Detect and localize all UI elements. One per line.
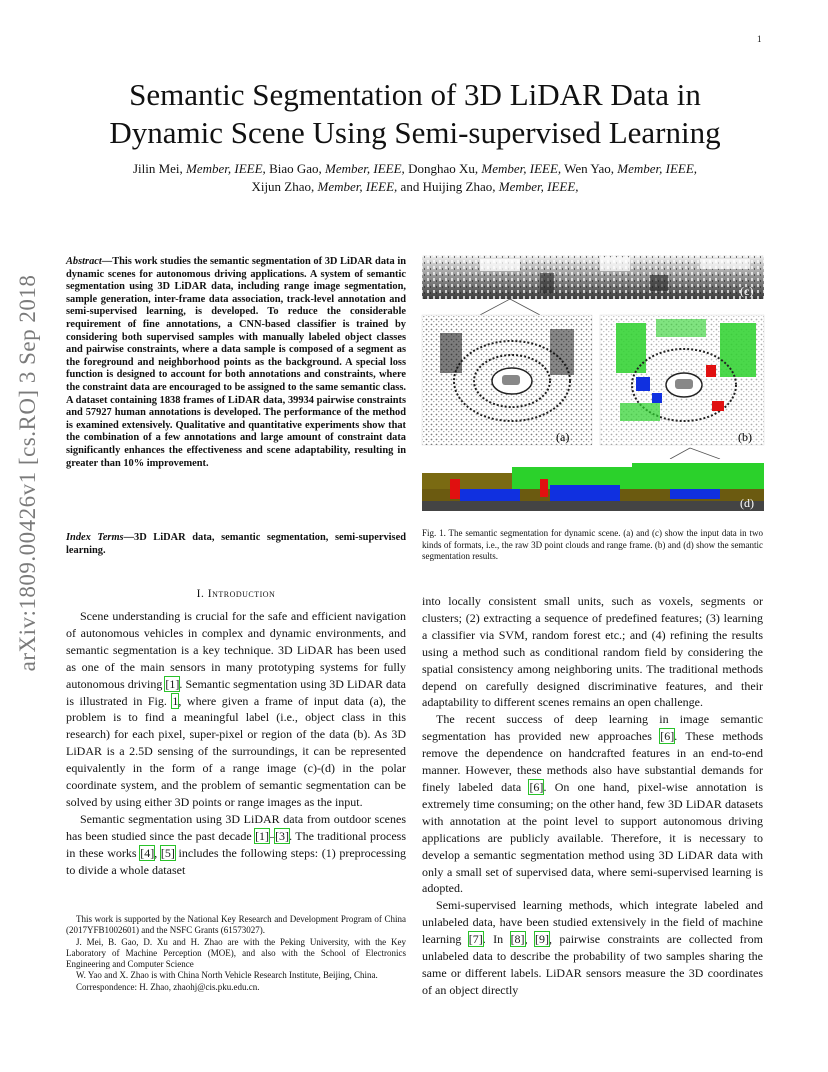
author-name: Donghao Xu, <box>404 161 482 176</box>
panel-label-b: (b) <box>738 430 752 444</box>
figure-link[interactable]: 1 <box>172 693 179 708</box>
author-name: Jilin Mei, <box>132 161 187 176</box>
text-run: , <box>524 932 535 947</box>
author-name: Xijun Zhao, <box>251 179 318 194</box>
author-line-2 <box>60 178 770 196</box>
paragraph <box>66 811 406 879</box>
paragraph <box>66 608 406 811</box>
figure-1 <box>420 253 766 513</box>
segmented-range-d <box>422 459 764 511</box>
citation-link[interactable]: [4] <box>140 845 155 860</box>
title-line-2: Dynamic Scene Using Semi-supervised Learning <box>109 115 721 150</box>
index-terms <box>66 532 406 557</box>
abstract-text: —This work studies the semantic segmentation of 3D LiDAR data in dynamic scenes for autonomous driving applications. A system of semantic segmentation using 3D LiDAR data, including range image segmentation, sample generation, inter-frame data association, track-level annotation and semi-supervised learning, is developed. To reduce the considerable requirement of fine annotations, a CNN-based classifier is trained by considering both supervised samples with manually labeled object classes and pairwise constraints, where a data sample is composed of a segment as the foreground and neighborhood points as the background. A special loss function is designed to account for both annotations and constraints, where the constraint data are encouraged to be assigned to the same semantic class. A dataset containing 1838 frames of LiDAR data, 39934 pairwise constraints and 57927 human annotations is developed. The performance of the method is examined extensively. Qualitative and quantitative experiments show that the combination of a few annotations and large amount of constraint data significantly enhances the effectiveness and scene adaptability, resulting in greater than 10% improvement. <box>66 256 406 469</box>
text-run: Semi-supervised learning methods, which integrate labeled and unlabeled data, have been studied extensively in the field of machine learning <box>422 898 763 947</box>
author-membership: Member, IEEE, <box>481 161 562 176</box>
panel-label-c: (c) <box>740 284 754 298</box>
index-terms-label: Index Terms <box>66 532 124 543</box>
footnote-correspondence: Correspondence: H. Zhao, zhaohj@cis.pku.edu.cn. <box>76 981 260 992</box>
text-run: . On one hand, pixel-wise annotation is extremely time consuming; on the other hand, few 3D LiDAR datasets with annotation at the point level to support autonomous driving applications are publicly available. Therefore, it is necessary to develop a semantic segmentation method using 3D LiDAR data with only a small set of supervised data, where semi-supervised learning is adopted. <box>422 779 764 896</box>
paragraph <box>422 711 763 897</box>
paragraph <box>422 897 763 998</box>
text-run: The recent success of deep learning in image semantic segmentation has provided new approaches <box>422 712 763 744</box>
text-run: – <box>269 828 276 843</box>
paragraph: into locally consistent small units, such as voxels, segments or clusters; (2) extracting a sequence of predefined features; (3) learning a classifier via SVM, random forest etc.; and (4) refining the results using a method such as conditional random field by considering the spatial consistency among neighboring units. The traditional methods depend on carefully designed discriminative features, and their adaptability to different scenes remains an open challenge. <box>422 594 763 710</box>
author-membership: Member, IEEE, <box>498 179 579 194</box>
footnote-affiliation-2: W. Yao and X. Zhao is with China North Vehicle Research Institute, Beijing, China. <box>76 970 378 981</box>
citation-link[interactable]: [5] <box>160 845 175 860</box>
citation-link[interactable]: [3] <box>275 828 290 843</box>
title-line-1: Semantic Segmentation of 3D LiDAR Data in <box>129 77 701 112</box>
text-run: . In <box>482 932 511 947</box>
text-run: Semantic segmentation using 3D LiDAR data from outdoor scenes has been studied since the past decade <box>66 811 406 843</box>
text-run: , pairwise constraints are collected from unlabeled data to describe the probability of two samples sharing the same or different labels. LiDAR sensors measure the 3D coordinates of an object directly <box>422 932 763 997</box>
panel-label-a: (a) <box>556 430 570 444</box>
arxiv-stamp[interactable]: arXiv:1809.00426v1 [cs.RO] 3 Sep 2018 <box>15 274 40 672</box>
author-membership: Member, IEEE, <box>617 161 698 176</box>
segmented-cloud-b <box>600 315 764 445</box>
citation-link[interactable]: [8] <box>510 932 525 947</box>
text-run: , <box>154 845 161 860</box>
author-name: and Huijing Zhao, <box>397 179 499 194</box>
point-cloud-a <box>422 315 592 445</box>
footnote-funding: This work is supported by the National Key Research and Development Program of China (2017YFB1002601) and the NSFC Grants (61573027). <box>66 914 406 936</box>
section-heading: I. Introduction <box>196 588 276 600</box>
citation-link[interactable]: [9] <box>534 932 549 947</box>
right-column-body <box>422 593 763 999</box>
figure-caption: Fig. 1. The semantic segmentation for dynamic scene. (a) and (c) show the input data in two kinds of formats, i.e., the raw 3D point clouds and range frame. (b) and (d) show the semantic segmentation results. <box>422 528 763 561</box>
paper-title <box>60 76 770 152</box>
text-run: . Semantic segmentation using 3D LiDAR data is illustrated in Fig. <box>66 676 406 708</box>
citation-link[interactable]: [6] <box>660 729 675 744</box>
footnotes <box>66 914 406 993</box>
text-run: , where given a frame of input data (a), the problem is to find a meaningful label (i.e., object class in this research) for each pixel, super-pixel or region of the data (b). As 3D LiDAR is a 2.5D sensing of the surroundings, it can be represented equivalently in the form of a range image (c)-(d) in the polar coordinate system, and the problem of semantic segmentation can be solved by using either 3D points or range images as the input. <box>66 693 406 809</box>
figure-1-graphic <box>420 253 766 513</box>
text-run: includes the following steps: (1) preprocessing to divide a whole dataset <box>66 845 407 877</box>
author-name: Biao Gao, <box>265 161 326 176</box>
range-image-c <box>422 255 764 299</box>
citation-link[interactable]: [1] <box>255 828 270 843</box>
abstract-label: Abstract <box>66 256 102 267</box>
author-line-1 <box>60 160 770 178</box>
index-terms-text: —3D LiDAR data, semantic segmentation, semi-supervised learning. <box>66 532 406 556</box>
left-column-body <box>66 608 406 879</box>
author-membership: Member, IEEE, <box>325 161 405 176</box>
text-run: . These methods remove the dependence on handcrafted features in an end-to-end manner. However, these methods also have substantial demands for finely labeled data <box>422 729 763 794</box>
citation-link[interactable]: [1] <box>165 676 180 691</box>
footnote-affiliation-1: J. Mei, B. Gao, D. Xu and H. Zhao are with the Peking University, with the Key Laboratory of Machine Perception (MOE), and also with the School of Electronics Engineering and Computer Science <box>66 936 406 970</box>
author-name: Wen Yao, <box>561 161 618 176</box>
author-list <box>60 160 770 196</box>
page-number: 1 <box>757 34 762 44</box>
citation-link[interactable]: [6] <box>529 779 544 794</box>
text-run: Scene understanding is crucial for the safe and efficient navigation of autonomous vehicles in complex and dynamic environments, and semantic segmentation is a key technique. 3D LiDAR has been used as one of the main sensors in many prototyping systems for fully autonomous driving <box>66 609 406 691</box>
text-run: . The traditional process in these works <box>66 828 407 860</box>
citation-link[interactable]: [7] <box>468 932 483 947</box>
author-membership: Member, IEEE, <box>317 179 398 194</box>
abstract <box>66 256 406 470</box>
panel-label-d: (d) <box>740 496 754 510</box>
author-membership: Member, IEEE, <box>186 161 266 176</box>
